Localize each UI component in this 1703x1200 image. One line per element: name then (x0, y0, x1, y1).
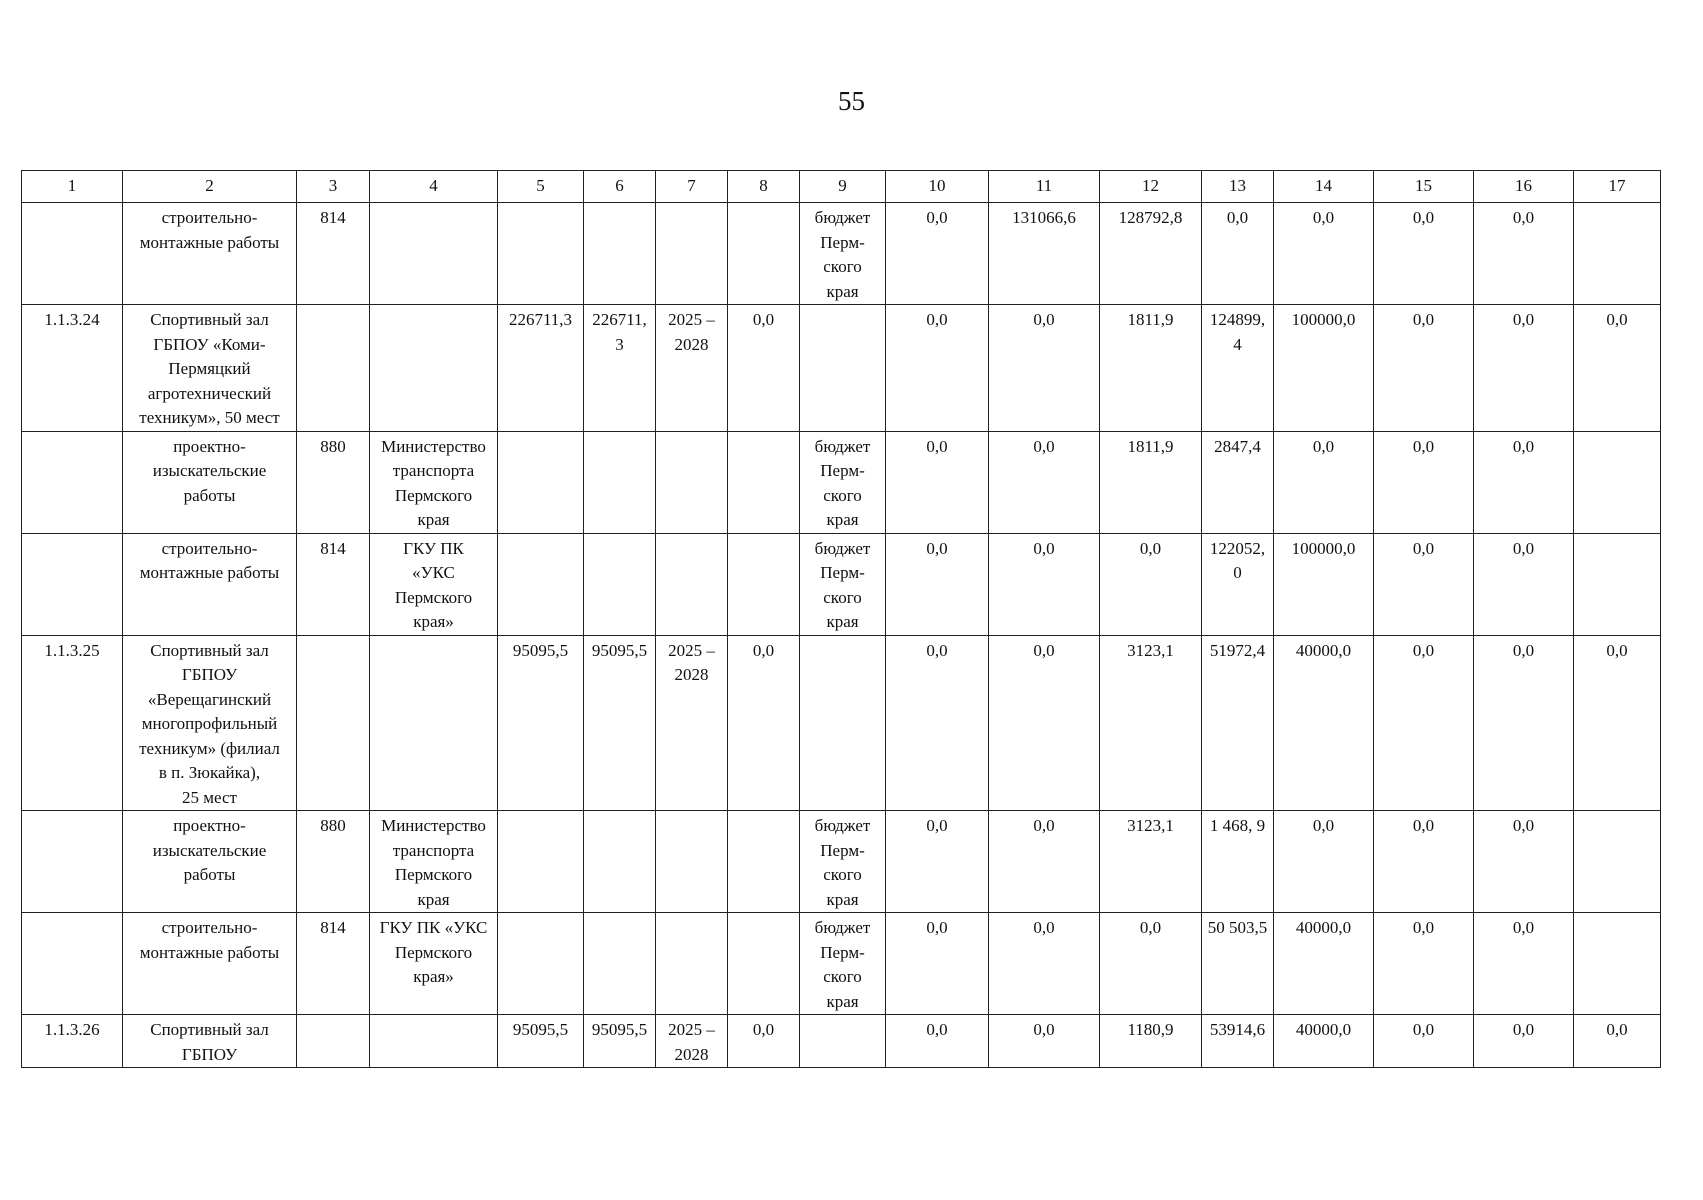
cell-text: 0,0 (1312, 816, 1335, 835)
cell-col-8 (728, 431, 800, 533)
cell-col-6 (584, 811, 656, 913)
cell-col-6 (584, 1015, 656, 1068)
cell-col-5 (498, 811, 584, 913)
cell-text: 0,0 (752, 640, 775, 660)
column-header-11: 11 (989, 171, 1100, 203)
cell-col-5 (498, 305, 584, 432)
column-header-8: 8 (728, 171, 800, 203)
cell-text: 814 (320, 918, 346, 937)
cell-col-4 (370, 1015, 498, 1068)
cell-col-10 (886, 203, 989, 305)
cell-col-4 (370, 203, 498, 305)
cell-col-6 (584, 533, 656, 635)
cell-col-11 (989, 431, 1100, 533)
cell-col-7 (656, 1015, 728, 1068)
column-header-12: 12 (1100, 171, 1202, 203)
cell-text: 0,0 (926, 918, 948, 937)
cell-col-1 (22, 533, 123, 635)
cell-col-4 (370, 913, 498, 1015)
cell-col-14 (1274, 635, 1374, 811)
cell-text: 0,0 (1512, 1020, 1535, 1039)
cell-col-4 (370, 635, 498, 811)
cell-text: 0,0 (1512, 538, 1535, 558)
cell-text: 0,0 (1033, 436, 1055, 456)
cell-col-2 (123, 431, 297, 533)
cell-text: 0,0 (926, 538, 948, 558)
cell-text: Министерство транспорта Пермского края (381, 816, 486, 909)
cell-text: 51972,4 (1209, 640, 1266, 660)
column-header-15: 15 (1374, 171, 1474, 203)
cell-col-12 (1100, 913, 1202, 1015)
cell-col-10 (886, 635, 989, 811)
table-row (22, 203, 1661, 305)
cell-text: 0,0 (926, 208, 948, 227)
cell-col-11 (989, 203, 1100, 305)
cell-text: ГКУ ПК «УКС Пермского края» (394, 538, 473, 631)
cell-col-17 (1574, 913, 1661, 1015)
cell-col-9 (800, 811, 886, 913)
cell-text: 0,0 (1512, 816, 1535, 835)
cell-col-9 (800, 533, 886, 635)
cell-text: 0,0 (1312, 436, 1335, 456)
cell-col-2 (123, 203, 297, 305)
cell-text: 1.1.3.25 (44, 640, 100, 660)
column-header-16: 16 (1474, 171, 1574, 203)
cell-col-2 (123, 305, 297, 432)
cell-text: 50 503,5 (1207, 918, 1268, 937)
column-header-13: 13 (1202, 171, 1274, 203)
cell-text: 0,0 (1226, 208, 1249, 227)
cell-text: 0,0 (1412, 208, 1435, 227)
cell-text: 0,0 (1512, 640, 1535, 660)
cell-text: Спортивный зал ГБПОУ «Верещагинский многопрофильный техникум» (филиал в п. Зюкайка), 25 мест (139, 640, 280, 807)
cell-col-12 (1100, 811, 1202, 913)
cell-col-16 (1474, 811, 1574, 913)
cell-col-14 (1274, 305, 1374, 432)
table-row (22, 431, 1661, 533)
table-row (22, 1015, 1661, 1068)
cell-col-15 (1374, 431, 1474, 533)
cell-col-16 (1474, 305, 1574, 432)
cell-text: 95095,5 (591, 1020, 648, 1039)
cell-col-12 (1100, 533, 1202, 635)
table-body (22, 203, 1661, 1068)
cell-text: 0,0 (1412, 640, 1435, 660)
cell-col-17 (1574, 635, 1661, 811)
cell-text: 0,0 (1412, 310, 1435, 329)
cell-text: 0,0 (1412, 436, 1435, 456)
cell-text: 0,0 (1512, 208, 1535, 227)
table-row (22, 635, 1661, 811)
cell-col-11 (989, 913, 1100, 1015)
cell-col-3 (297, 203, 370, 305)
cell-text: строительно- монтажные работы (139, 918, 280, 962)
cell-col-3 (297, 811, 370, 913)
cell-col-15 (1374, 811, 1474, 913)
cell-col-1 (22, 305, 123, 432)
cell-text: 3123,1 (1127, 816, 1174, 835)
cell-col-10 (886, 811, 989, 913)
cell-text: 880 (320, 816, 346, 835)
cell-text: 2847,4 (1214, 436, 1261, 456)
cell-text: 122052, 0 (1209, 538, 1266, 582)
cell-col-13 (1202, 811, 1274, 913)
cell-col-1 (22, 203, 123, 305)
cell-col-5 (498, 635, 584, 811)
cell-col-9 (800, 635, 886, 811)
cell-text: 40000,0 (1295, 918, 1352, 937)
cell-col-16 (1474, 431, 1574, 533)
cell-col-12 (1100, 635, 1202, 811)
cell-col-5 (498, 533, 584, 635)
cell-col-11 (989, 533, 1100, 635)
cell-col-1 (22, 811, 123, 913)
cell-col-8 (728, 811, 800, 913)
cell-text: 40000,0 (1295, 640, 1352, 660)
cell-col-8 (728, 635, 800, 811)
cell-text: 0,0 (1606, 1020, 1628, 1039)
cell-col-11 (989, 1015, 1100, 1068)
cell-text: 1180,9 (1127, 1020, 1174, 1039)
cell-col-16 (1474, 533, 1574, 635)
cell-col-17 (1574, 305, 1661, 432)
cell-text: 0,0 (1412, 1020, 1435, 1039)
cell-col-2 (123, 913, 297, 1015)
cell-col-12 (1100, 431, 1202, 533)
cell-col-10 (886, 533, 989, 635)
cell-col-1 (22, 635, 123, 811)
cell-col-10 (886, 305, 989, 432)
cell-col-8 (728, 203, 800, 305)
cell-text: бюджет Перм- ского края (814, 436, 871, 529)
cell-col-8 (728, 1015, 800, 1068)
cell-text: 814 (320, 208, 346, 227)
cell-col-16 (1474, 1015, 1574, 1068)
cell-col-10 (886, 1015, 989, 1068)
column-header-6: 6 (584, 171, 656, 203)
cell-text: бюджет Перм- ского края (814, 918, 871, 1011)
cell-col-17 (1574, 1015, 1661, 1068)
cell-col-11 (989, 811, 1100, 913)
cell-text: бюджет Перм- ского края (814, 538, 871, 631)
cell-col-17 (1574, 431, 1661, 533)
table-row (22, 533, 1661, 635)
cell-text: 128792,8 (1118, 208, 1183, 227)
cell-col-4 (370, 431, 498, 533)
cell-text: 0,0 (1412, 918, 1435, 937)
column-header-9: 9 (800, 171, 886, 203)
cell-text: 3123,1 (1127, 640, 1174, 660)
cell-text: 0,0 (1606, 310, 1628, 329)
page-number: 55 (838, 86, 865, 116)
column-header-10: 10 (886, 171, 989, 203)
cell-text: 1811,9 (1127, 436, 1174, 456)
cell-col-11 (989, 305, 1100, 432)
cell-text: 53914,6 (1209, 1020, 1266, 1039)
cell-col-14 (1274, 1015, 1374, 1068)
cell-col-7 (656, 635, 728, 811)
cell-text: 0,0 (752, 1020, 775, 1039)
cell-col-3 (297, 1015, 370, 1068)
cell-col-14 (1274, 203, 1374, 305)
cell-col-7 (656, 533, 728, 635)
cell-text: 40000,0 (1295, 1020, 1352, 1039)
table-row (22, 913, 1661, 1015)
cell-text: 0,0 (926, 1020, 948, 1039)
cell-col-16 (1474, 203, 1574, 305)
cell-col-12 (1100, 305, 1202, 432)
cell-col-15 (1374, 1015, 1474, 1068)
cell-col-14 (1274, 533, 1374, 635)
cell-col-9 (800, 431, 886, 533)
cell-text: 131066,6 (1012, 208, 1076, 227)
cell-col-13 (1202, 305, 1274, 432)
cell-text: 814 (320, 538, 346, 558)
cell-col-3 (297, 635, 370, 811)
cell-text: 226711, 3 (592, 310, 647, 354)
cell-text: 0,0 (926, 436, 948, 456)
cell-text: 0,0 (1412, 538, 1435, 558)
cell-col-12 (1100, 1015, 1202, 1068)
cell-text: бюджет Перм- ского края (814, 816, 871, 909)
cell-col-1 (22, 1015, 123, 1068)
cell-col-4 (370, 811, 498, 913)
cell-col-14 (1274, 431, 1374, 533)
cell-col-13 (1202, 533, 1274, 635)
cell-col-10 (886, 431, 989, 533)
cell-text: Спортивный зал ГБПОУ (150, 1020, 269, 1064)
cell-col-10 (886, 913, 989, 1015)
cell-col-15 (1374, 533, 1474, 635)
cell-col-12 (1100, 203, 1202, 305)
column-header-1: 1 (22, 171, 123, 203)
column-header-17: 17 (1574, 171, 1661, 203)
column-header-14: 14 (1274, 171, 1374, 203)
cell-text: 0,0 (926, 816, 948, 835)
cell-text: 0,0 (1512, 436, 1535, 456)
cell-text: 0,0 (1312, 208, 1335, 227)
cell-col-8 (728, 533, 800, 635)
cell-col-17 (1574, 533, 1661, 635)
cell-col-6 (584, 305, 656, 432)
cell-col-2 (123, 811, 297, 913)
cell-text: проектно- изыскательские работы (152, 816, 267, 884)
cell-text: 2025 – 2028 (668, 1020, 715, 1064)
cell-col-15 (1374, 635, 1474, 811)
cell-col-7 (656, 305, 728, 432)
cell-text: 0,0 (1033, 310, 1055, 329)
cell-col-15 (1374, 913, 1474, 1015)
table-row (22, 305, 1661, 432)
cell-col-3 (297, 533, 370, 635)
cell-text: 1811,9 (1127, 310, 1174, 329)
cell-text: 226711,3 (508, 310, 573, 329)
cell-col-7 (656, 431, 728, 533)
cell-col-9 (800, 305, 886, 432)
cell-col-13 (1202, 431, 1274, 533)
column-header-7: 7 (656, 171, 728, 203)
cell-col-13 (1202, 635, 1274, 811)
cell-col-7 (656, 811, 728, 913)
cell-col-17 (1574, 811, 1661, 913)
cell-col-15 (1374, 203, 1474, 305)
cell-text: 2025 – 2028 (668, 310, 715, 354)
cell-col-2 (123, 1015, 297, 1068)
cell-text: 0,0 (1512, 310, 1535, 329)
cell-col-16 (1474, 635, 1574, 811)
table-row (22, 811, 1661, 913)
cell-text: Министерство транспорта Пермского края (381, 436, 486, 529)
cell-text: строительно- монтажные работы (139, 208, 280, 252)
cell-col-5 (498, 431, 584, 533)
cell-text: 100000,0 (1291, 538, 1356, 558)
cell-text: 0,0 (926, 640, 948, 660)
cell-text: проектно- изыскательские работы (152, 436, 267, 505)
cell-col-9 (800, 913, 886, 1015)
cell-col-2 (123, 635, 297, 811)
cell-col-8 (728, 913, 800, 1015)
cell-col-13 (1202, 1015, 1274, 1068)
cell-text: 1.1.3.26 (44, 1020, 100, 1039)
cell-col-8 (728, 305, 800, 432)
cell-col-13 (1202, 913, 1274, 1015)
cell-col-7 (656, 203, 728, 305)
cell-col-6 (584, 635, 656, 811)
cell-text: 0,0 (1033, 918, 1055, 937)
cell-text: бюджет Перм- ского края (814, 208, 871, 301)
cell-text: 0,0 (1512, 918, 1535, 937)
cell-col-1 (22, 431, 123, 533)
cell-col-6 (584, 203, 656, 305)
cell-text: 0,0 (1412, 816, 1435, 835)
cell-col-5 (498, 1015, 584, 1068)
cell-text: 2025 – 2028 (668, 640, 715, 684)
cell-col-17 (1574, 203, 1661, 305)
cell-col-6 (584, 431, 656, 533)
cell-col-14 (1274, 811, 1374, 913)
cell-text: 95095,5 (591, 640, 648, 660)
cell-text: строительно- монтажные работы (139, 538, 280, 582)
cell-col-5 (498, 203, 584, 305)
cell-col-14 (1274, 913, 1374, 1015)
cell-col-4 (370, 305, 498, 432)
cell-text: Спортивный зал ГБПОУ «Коми- Пермяцкий агротехнический техникум», 50 мест (139, 310, 280, 427)
cell-text: 95095,5 (512, 640, 569, 660)
cell-text: ГКУ ПК «УКС Пермского края» (379, 918, 488, 986)
cell-text: 0,0 (1139, 918, 1162, 937)
cell-text: 0,0 (752, 310, 775, 329)
cell-text: 1.1.3.24 (44, 310, 100, 329)
column-header-2: 2 (123, 171, 297, 203)
cell-text: 124899, 4 (1209, 310, 1266, 354)
cell-col-9 (800, 1015, 886, 1068)
cell-col-11 (989, 635, 1100, 811)
cell-col-15 (1374, 305, 1474, 432)
cell-text: 100000,0 (1291, 310, 1356, 329)
budget-table (21, 170, 1661, 1068)
cell-col-9 (800, 203, 886, 305)
cell-text: 0,0 (1033, 640, 1055, 660)
cell-text: 95095,5 (512, 1020, 569, 1039)
cell-text: 1 468, 9 (1209, 816, 1266, 835)
cell-text: 880 (320, 436, 346, 456)
cell-col-7 (656, 913, 728, 1015)
cell-col-3 (297, 913, 370, 1015)
cell-col-4 (370, 533, 498, 635)
cell-text: 0,0 (1033, 816, 1055, 835)
column-header-4: 4 (370, 171, 498, 203)
cell-text: 0,0 (1606, 640, 1628, 660)
cell-col-2 (123, 533, 297, 635)
cell-text: 0,0 (926, 310, 948, 329)
cell-col-5 (498, 913, 584, 1015)
cell-col-13 (1202, 203, 1274, 305)
column-header-3: 3 (297, 171, 370, 203)
column-header-5: 5 (498, 171, 584, 203)
cell-text: 0,0 (1033, 538, 1055, 558)
cell-col-3 (297, 305, 370, 432)
cell-col-1 (22, 913, 123, 1015)
cell-col-6 (584, 913, 656, 1015)
header-row (22, 171, 1661, 203)
cell-text: 0,0 (1033, 1020, 1055, 1039)
cell-col-16 (1474, 913, 1574, 1015)
cell-text: 0,0 (1139, 538, 1162, 558)
cell-col-3 (297, 431, 370, 533)
